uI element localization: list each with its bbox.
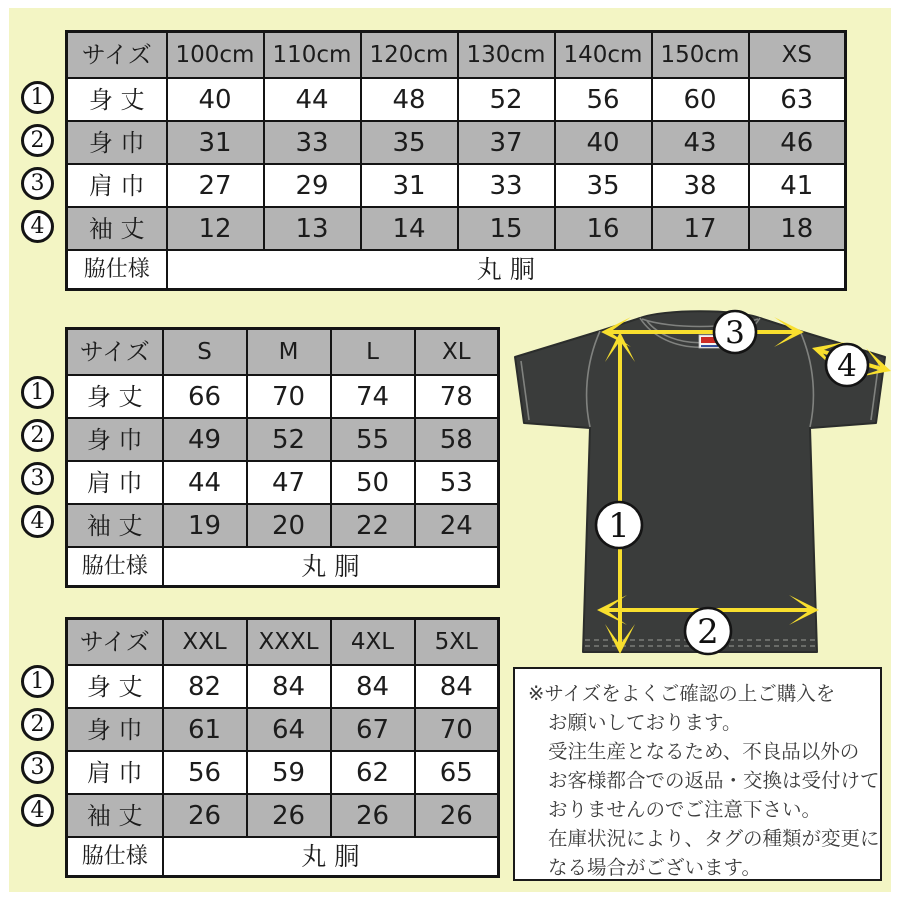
notice-line: 受注生産となるため、不良品以外の xyxy=(548,740,860,763)
size-value: 38 xyxy=(652,164,749,207)
size-value: 26 xyxy=(415,794,499,837)
side-spec-label: 脇仕様 xyxy=(67,837,163,877)
size-value: 47 xyxy=(247,461,331,504)
size-value: 48 xyxy=(361,78,458,121)
size-value: 84 xyxy=(331,665,415,708)
notice-line: お客様都合での返品・交換は受付けて xyxy=(548,769,880,792)
header-cell: 150cm xyxy=(652,32,749,79)
row-number-badge-2: 2 xyxy=(21,419,54,452)
header-cell: XL xyxy=(415,329,499,376)
size-value: 66 xyxy=(163,375,247,418)
row-label: 身 巾 xyxy=(67,418,163,461)
row-label: 肩 巾 xyxy=(67,461,163,504)
row-label: 身 丈 xyxy=(67,665,163,708)
size-value: 26 xyxy=(247,794,331,837)
side-spec-label: 脇仕様 xyxy=(67,250,167,290)
table-header-row xyxy=(67,32,846,79)
size-table-adult xyxy=(65,327,500,588)
row-label: 袖 丈 xyxy=(67,207,167,250)
side-spec-row xyxy=(67,837,499,877)
notice-line: おりませんのでご注意下さい。 xyxy=(548,798,822,821)
svg-text:4: 4 xyxy=(837,348,857,384)
side-spec-value: 丸 胴 xyxy=(167,250,846,290)
size-value: 63 xyxy=(749,78,846,121)
header-cell: サイズ xyxy=(67,32,167,79)
notice-line: なる場合がございます。 xyxy=(548,856,761,879)
notice-line: 在庫状況により、タグの種類が変更に xyxy=(548,827,880,850)
callout-4 xyxy=(826,344,868,386)
size-value: 27 xyxy=(167,164,264,207)
size-value: 41 xyxy=(749,164,846,207)
svg-text:3: 3 xyxy=(725,315,745,351)
size-value: 70 xyxy=(247,375,331,418)
table-row xyxy=(67,121,846,164)
side-spec-value: 丸 胴 xyxy=(163,837,499,877)
header-cell: サイズ xyxy=(67,619,163,666)
header-cell: 4XL xyxy=(331,619,415,666)
table-row xyxy=(67,751,499,794)
size-value: 16 xyxy=(555,207,652,250)
header-cell: 140cm xyxy=(555,32,652,79)
size-table-kids xyxy=(65,30,847,291)
row-label: 身 巾 xyxy=(67,708,163,751)
header-cell: 130cm xyxy=(458,32,555,79)
header-cell: 5XL xyxy=(415,619,499,666)
size-value: 52 xyxy=(458,78,555,121)
table-row xyxy=(67,794,499,837)
callout-2 xyxy=(685,608,731,654)
size-value: 43 xyxy=(652,121,749,164)
header-cell: L xyxy=(331,329,415,376)
callout-3 xyxy=(714,311,756,353)
notice-line: お願いしております。 xyxy=(548,711,742,734)
size-value: 49 xyxy=(163,418,247,461)
size-value: 35 xyxy=(361,121,458,164)
size-table-big xyxy=(65,617,500,878)
row-number-badge-2: 2 xyxy=(21,708,54,741)
row-number-badge-1: 1 xyxy=(21,376,54,409)
size-value: 14 xyxy=(361,207,458,250)
callout-1 xyxy=(596,502,642,548)
side-spec-value: 丸 胴 xyxy=(163,547,499,587)
size-value: 62 xyxy=(331,751,415,794)
tshirt-measurement-diagram xyxy=(505,305,895,660)
side-spec-row xyxy=(67,547,499,587)
row-label: 身 丈 xyxy=(67,375,163,418)
size-value: 74 xyxy=(331,375,415,418)
table-row xyxy=(67,418,499,461)
size-value: 53 xyxy=(415,461,499,504)
row-number-badge-4: 4 xyxy=(21,210,54,243)
row-label: 身 丈 xyxy=(67,78,167,121)
size-value: 65 xyxy=(415,751,499,794)
size-value: 17 xyxy=(652,207,749,250)
size-value: 15 xyxy=(458,207,555,250)
row-number-badge-1: 1 xyxy=(21,665,54,698)
header-cell: M xyxy=(247,329,331,376)
size-value: 56 xyxy=(163,751,247,794)
size-value: 56 xyxy=(555,78,652,121)
size-value: 40 xyxy=(555,121,652,164)
row-number-badge-2: 2 xyxy=(21,124,54,157)
size-value: 37 xyxy=(458,121,555,164)
size-value: 50 xyxy=(331,461,415,504)
table-row xyxy=(67,461,499,504)
size-value: 22 xyxy=(331,504,415,547)
table-row xyxy=(67,164,846,207)
row-number-badge-4: 4 xyxy=(21,505,54,538)
purchase-notice-box xyxy=(513,667,882,881)
size-value: 26 xyxy=(163,794,247,837)
svg-text:2: 2 xyxy=(697,612,719,652)
size-value: 31 xyxy=(167,121,264,164)
header-cell: サイズ xyxy=(67,329,163,376)
header-cell: 120cm xyxy=(361,32,458,79)
size-value: 31 xyxy=(361,164,458,207)
header-cell: XS xyxy=(749,32,846,79)
row-number-badge-3: 3 xyxy=(21,751,54,784)
size-value: 52 xyxy=(247,418,331,461)
table-header-row xyxy=(67,619,499,666)
size-value: 84 xyxy=(247,665,331,708)
header-cell: S xyxy=(163,329,247,376)
size-value: 29 xyxy=(264,164,361,207)
header-cell: XXL xyxy=(163,619,247,666)
size-value: 40 xyxy=(167,78,264,121)
size-value: 60 xyxy=(652,78,749,121)
table-row xyxy=(67,207,846,250)
row-number-badge-3: 3 xyxy=(21,462,54,495)
header-cell: 100cm xyxy=(167,32,264,79)
size-value: 58 xyxy=(415,418,499,461)
row-number-badge-1: 1 xyxy=(21,81,54,114)
header-cell: 110cm xyxy=(264,32,361,79)
size-value: 24 xyxy=(415,504,499,547)
table-row xyxy=(67,504,499,547)
table-row xyxy=(67,665,499,708)
row-number-badge-3: 3 xyxy=(21,167,54,200)
row-label: 身 巾 xyxy=(67,121,167,164)
table-row xyxy=(67,375,499,418)
size-value: 67 xyxy=(331,708,415,751)
size-value: 20 xyxy=(247,504,331,547)
table-header-row xyxy=(67,329,499,376)
size-value: 35 xyxy=(555,164,652,207)
row-label: 袖 丈 xyxy=(67,794,163,837)
row-label: 袖 丈 xyxy=(67,504,163,547)
header-cell: XXXL xyxy=(247,619,331,666)
size-value: 59 xyxy=(247,751,331,794)
size-value: 33 xyxy=(264,121,361,164)
table-row xyxy=(67,708,499,751)
side-spec-row xyxy=(67,250,846,290)
row-label: 肩 巾 xyxy=(67,751,163,794)
size-value: 55 xyxy=(331,418,415,461)
size-value: 61 xyxy=(163,708,247,751)
svg-text:1: 1 xyxy=(608,506,630,546)
size-value: 46 xyxy=(749,121,846,164)
size-value: 12 xyxy=(167,207,264,250)
size-value: 84 xyxy=(415,665,499,708)
size-value: 44 xyxy=(163,461,247,504)
size-value: 78 xyxy=(415,375,499,418)
size-value: 26 xyxy=(331,794,415,837)
size-value: 33 xyxy=(458,164,555,207)
size-value: 82 xyxy=(163,665,247,708)
row-number-badge-4: 4 xyxy=(21,794,54,827)
size-value: 70 xyxy=(415,708,499,751)
size-value: 64 xyxy=(247,708,331,751)
notice-line: ※サイズをよくご確認の上ご購入を xyxy=(528,682,836,705)
size-value: 19 xyxy=(163,504,247,547)
side-spec-label: 脇仕様 xyxy=(67,547,163,587)
size-value: 44 xyxy=(264,78,361,121)
size-value: 18 xyxy=(749,207,846,250)
size-value: 13 xyxy=(264,207,361,250)
row-label: 肩 巾 xyxy=(67,164,167,207)
table-row xyxy=(67,78,846,121)
